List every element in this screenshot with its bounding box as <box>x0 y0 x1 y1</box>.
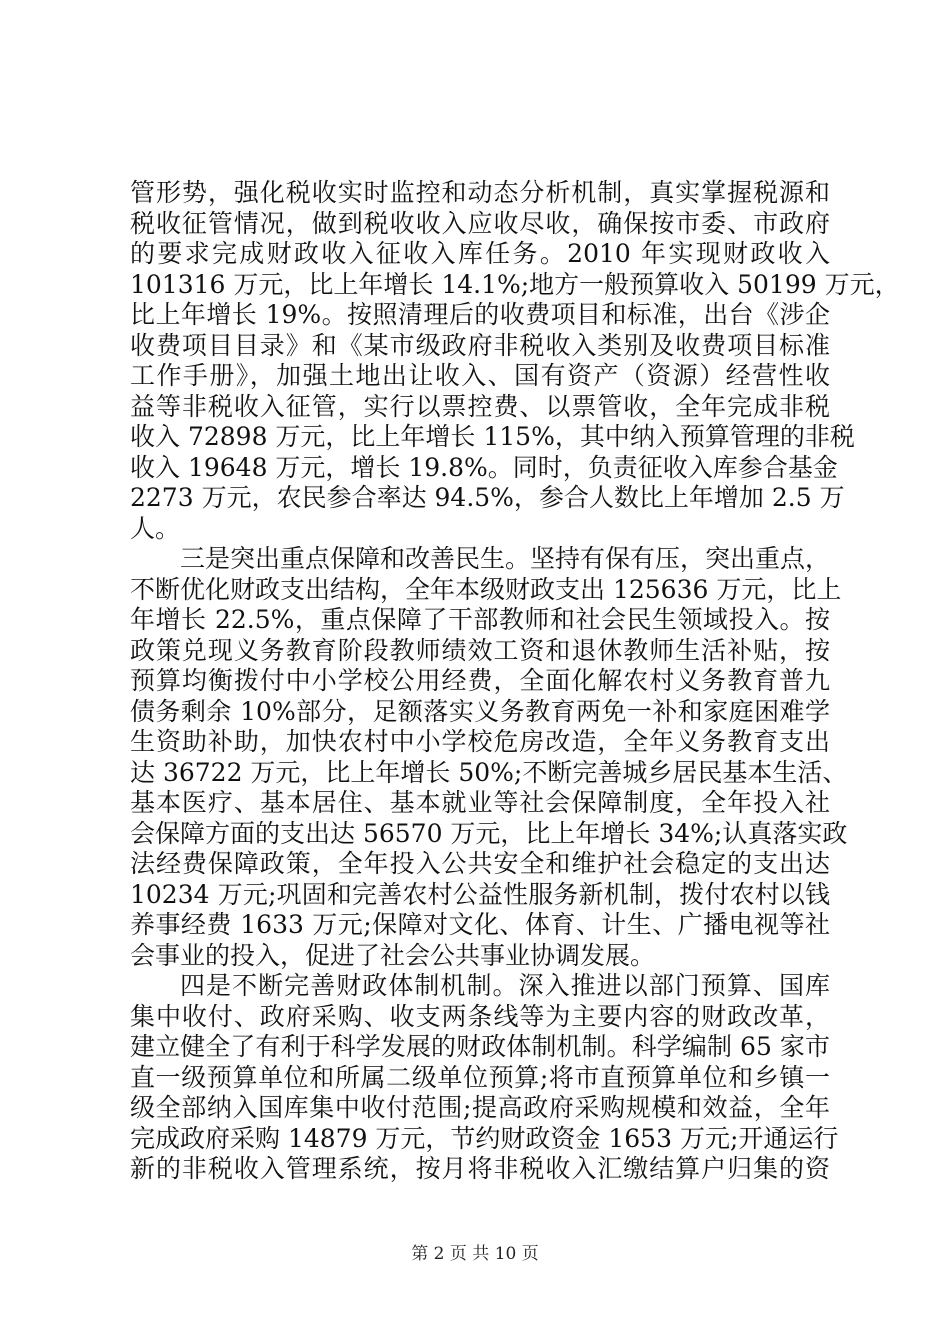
text-line: 收入 19648 万元，增长 19.8%。同时，负责征收入库参合基金 <box>130 452 838 482</box>
text-line: 养事经费 1633 万元;保障对文化、体育、计生、广播电视等社 <box>130 910 830 939</box>
text-line: 收费项目目录》和《某市级政府非税收入类别及收费项目标准 <box>130 330 830 360</box>
text-line: 债务剩余 10%部分，足额落实义务教育两免一补和家庭困难学 <box>130 696 830 726</box>
text-line: 会保障方面的支出达 56570 万元，比上年增长 34%;认真落实政 <box>130 818 848 848</box>
text-line: 不断优化财政支出结构，全年本级财政支出 125636 万元，比上 <box>130 574 842 604</box>
text-line: 2273 万元，农民参合率达 94.5%，参合人数比上年增加 2.5 万 <box>130 483 845 512</box>
text-line: 人。 <box>130 513 181 543</box>
text-line: 预算均衡拨付中小学校公用经费，全面化解农村义务教育普九 <box>130 666 830 695</box>
text-line: 三是突出重点保障和改善民生。坚持有保有压，突出重点， <box>180 544 831 573</box>
text-line: 级全部纳入国库集中收付范围;提高政府采购规模和效益，全年 <box>130 1093 830 1122</box>
text-line: 建立健全了有利于科学发展的财政体制机制。科学编制 65 家市 <box>130 1032 830 1061</box>
text-line: 达 36722 万元，比上年增长 50%;不断完善城乡居民基本生活、 <box>130 757 848 787</box>
text-line: 益等非税收入征管，实行以票控费、以票管收，全年完成非税 <box>130 391 830 421</box>
text-line: 101316 万元，比上年增长 14.1%;地方一般预算收入 50199 万元， <box>130 269 900 299</box>
text-line: 生资助补助，加快农村中小学校危房改造，全年义务教育支出 <box>130 727 830 756</box>
text-line: 直一级预算单位和所属二级单位预算;将市直预算单位和乡镇一 <box>130 1062 830 1092</box>
text-line: 政策兑现义务教育阶段教师绩效工资和退休教师生活补贴，按 <box>130 635 830 665</box>
body-text <box>130 178 900 1185</box>
text-line: 完成政府采购 14879 万元，节约财政资金 1653 万元;开通运行 <box>130 1123 839 1153</box>
text-line: 基本医疗、基本居住、基本就业等社会保障制度，全年投入社 <box>130 788 830 817</box>
text-line: 收入 72898 万元，比上年增长 115%，其中纳入预算管理的非税 <box>130 422 855 451</box>
page-footer: 第 2 页 共 10 页 <box>411 1244 539 1264</box>
text-line: 税收征管情况，做到税收收入应收尽收，确保按市委、市政府 <box>130 208 830 238</box>
text-line: 新的非税收入管理系统，按月将非税收入汇缴结算户归集的资 <box>130 1154 830 1183</box>
text-line: 会事业的投入，促进了社会公共事业协调发展。 <box>130 940 656 970</box>
text-line: 四是不断完善财政体制机制。深入推进以部门预算、国库 <box>180 971 830 1000</box>
text-line: 工作手册》，加强土地出让收入、国有资产（资源）经营性收 <box>130 361 830 390</box>
text-line: 管形势，强化税收实时监控和动态分析机制，真实掌握税源和 <box>130 178 830 207</box>
text-line: 比上年增长 19%。按照清理后的收费项目和标准，出台《涉企 <box>130 300 830 329</box>
text-line: 年增长 22.5%，重点保障了干部教师和社会民生领域投入。按 <box>130 605 830 634</box>
text-line: 法经费保障政策，全年投入公共安全和维护社会稳定的支出达 <box>130 849 830 878</box>
text-line: 的要求完成财政收入征收入库任务。2010 年实现财政收入 <box>130 239 830 268</box>
text-line: 10234 万元;巩固和完善农村公益性服务新机制，拨付农村以钱 <box>130 879 830 909</box>
text-line: 集中收付、政府采购、收支两条线等为主要内容的财政改革， <box>130 1001 830 1031</box>
